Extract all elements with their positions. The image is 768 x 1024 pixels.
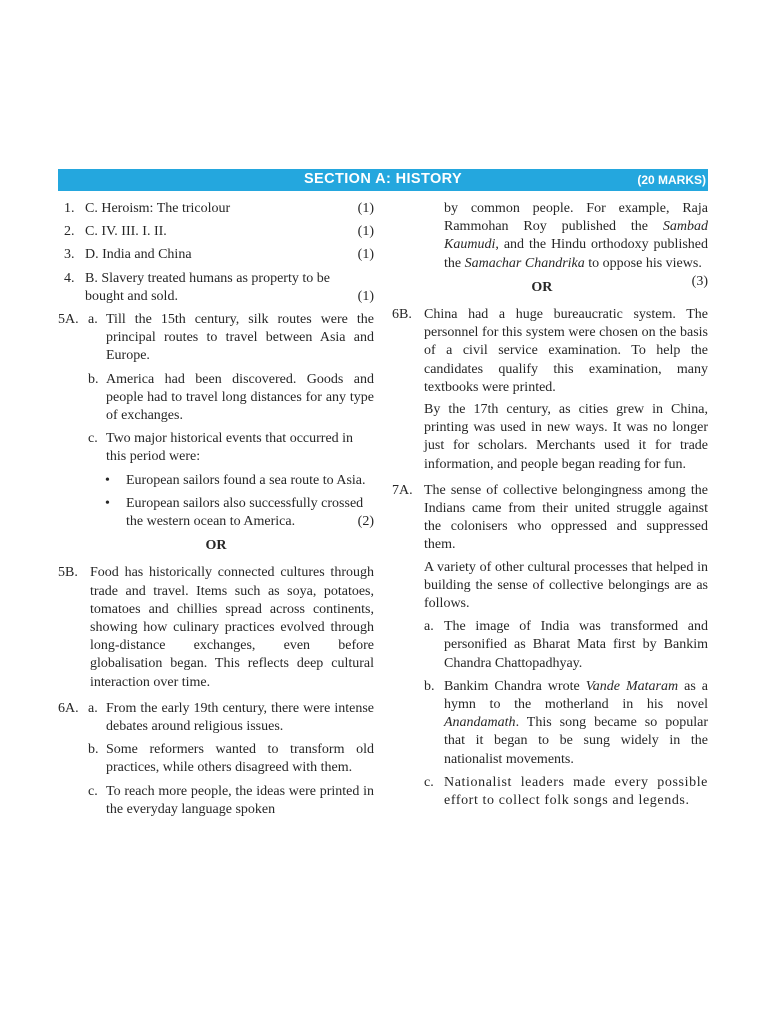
answer-5b [58, 564, 374, 691]
answer-text: America had been discovered. Goods and people had to travel long distances for any type of exchanges. [106, 371, 374, 424]
answer-7a [392, 482, 708, 613]
answer-text: as a hymn to the motherland in his novel [444, 678, 709, 713]
bullet-icon: • [105, 472, 110, 488]
italic-title: Anandamath [444, 715, 516, 731]
sub-label: c. [424, 774, 434, 790]
answer-number: 5B. [58, 565, 78, 581]
answer-mark: (1) [357, 288, 374, 304]
answer-1 [58, 200, 374, 218]
left-column [58, 200, 374, 819]
answer-mark: (3) [691, 273, 708, 289]
answer-3 [58, 246, 374, 264]
section-header-bar [58, 169, 708, 191]
sub-label: a. [88, 700, 98, 716]
answer-mark: (1) [357, 224, 374, 240]
answer-text: D. India and China [85, 247, 192, 263]
answer-text: . This song became so popular that it began to be sung widely in the nationalist movements. [444, 715, 708, 767]
answer-6a-c [58, 783, 374, 819]
answer-number: 3. [64, 247, 75, 263]
answer-7a-b [392, 678, 708, 769]
or-divider: OR [205, 538, 227, 554]
answer-2 [58, 223, 374, 241]
answer-text: Till the 15th century, silk routes were the principal routes to travel between Asia and Europe. [106, 312, 374, 364]
answer-number: 2. [64, 224, 75, 240]
sub-label: c. [88, 783, 98, 799]
answer-6a-a [58, 700, 374, 736]
italic-title: Samachar Chandrika [464, 255, 585, 271]
bullet-text: European sailors found a sea route to Asia. [126, 472, 366, 488]
italic-title: Vande Mataram [585, 678, 679, 694]
answer-5a-a [58, 311, 374, 366]
answer-6b [392, 306, 708, 474]
section-marks: (20 MARKS) [637, 173, 706, 187]
answer-number: 4. [64, 270, 75, 286]
sub-label: b. [88, 371, 99, 387]
bullet-text: European sailors also successfully crossed the western ocean to America. [126, 495, 364, 530]
bullet-icon: • [105, 495, 110, 511]
answer-7a-c [392, 774, 708, 810]
answer-number: 1. [64, 201, 75, 216]
answer-text: B. Slavery treated humans as property to be [85, 270, 330, 286]
answer-text: To reach more people, the ideas were printed in the everyday language spoken [106, 783, 374, 817]
answer-7a-a [392, 618, 708, 673]
answer-mark: (2) [357, 514, 374, 530]
sub-label: a. [424, 619, 434, 635]
answer-5a-c [58, 430, 374, 466]
bullet-item [58, 472, 374, 490]
answer-number: 7A. [392, 482, 413, 498]
sub-label: c. [88, 431, 98, 447]
sub-label: b. [424, 678, 435, 694]
bullet-item [58, 495, 374, 531]
answer-text: Two major historical events that occurred in this period were: [106, 431, 354, 465]
right-column [392, 200, 708, 810]
italic-title: Sambad Kaumudi [444, 219, 708, 253]
answer-text: by common people. For example, Raja Rammohan Roy published the [444, 201, 708, 235]
answer-text: China had a huge bureaucratic system. The personnel for this system were chosen on the basis of a civil service examination. To help the candidates qualify this examination, many textbooks were printed. [424, 307, 708, 395]
answer-5a-b [58, 371, 374, 426]
answer-text-cont: bought and sold. [85, 288, 178, 304]
answer-number: 5A. [58, 312, 79, 328]
answer-4 [58, 270, 374, 306]
answer-text: Some reformers wanted to transform old practices, while others disagreed with them. [106, 742, 374, 776]
answer-mark: (1) [357, 201, 374, 216]
sub-label: b. [88, 742, 99, 758]
or-divider: OR [531, 279, 553, 295]
answer-text: A variety of other cultural processes that helped in building the sense of collective belongings are as follows. [424, 559, 708, 612]
answer-text: Food has historically connected cultures through trade and travel. Items such as soya, potatoes, tomatoes and chillies spread across continents, showing how culinary practices evolved through long-distance exchanges, even before globalisation began. This reflects deep cultural interaction over time. [90, 565, 374, 690]
answer-number: 6A. [58, 700, 79, 716]
answer-text: , and the Hindu orthodoxy published the [444, 237, 708, 271]
answer-number: 6B. [392, 307, 412, 323]
answer-text [444, 678, 708, 769]
answer-text: By the 17th century, as cities grew in China, printing was used in new ways. It was no longer just for scholars. Merchants used it for trade information, and people began reading for fun. [424, 402, 708, 472]
answer-text: The image of India was transformed and personified as Bharat Mata first by Bankim Chandra Chattopadhyay. [444, 619, 708, 671]
answer-text: Nationalist leaders made every possible effort to collect folk songs and legends. [444, 774, 708, 809]
answer-6a-b [58, 741, 374, 777]
answer-text: C. Heroism: The tricolour [85, 201, 231, 216]
answer-text: C. IV. III. I. II. [85, 224, 167, 240]
answer-text: From the early 19th century, there were intense debates around religious issues. [106, 700, 374, 735]
sub-label: a. [88, 312, 98, 328]
section-title: SECTION A: HISTORY [303, 171, 463, 187]
answer-6a-c-continued [392, 200, 708, 289]
answer-text: Bankim Chandra wrote [444, 678, 586, 694]
answer-text: to oppose his views. [584, 255, 702, 271]
answer-text: The sense of collective belongingness among the Indians came from their united struggle against the colonisers who oppressed and suppressed them. [424, 482, 708, 553]
answer-mark: (1) [357, 247, 374, 263]
